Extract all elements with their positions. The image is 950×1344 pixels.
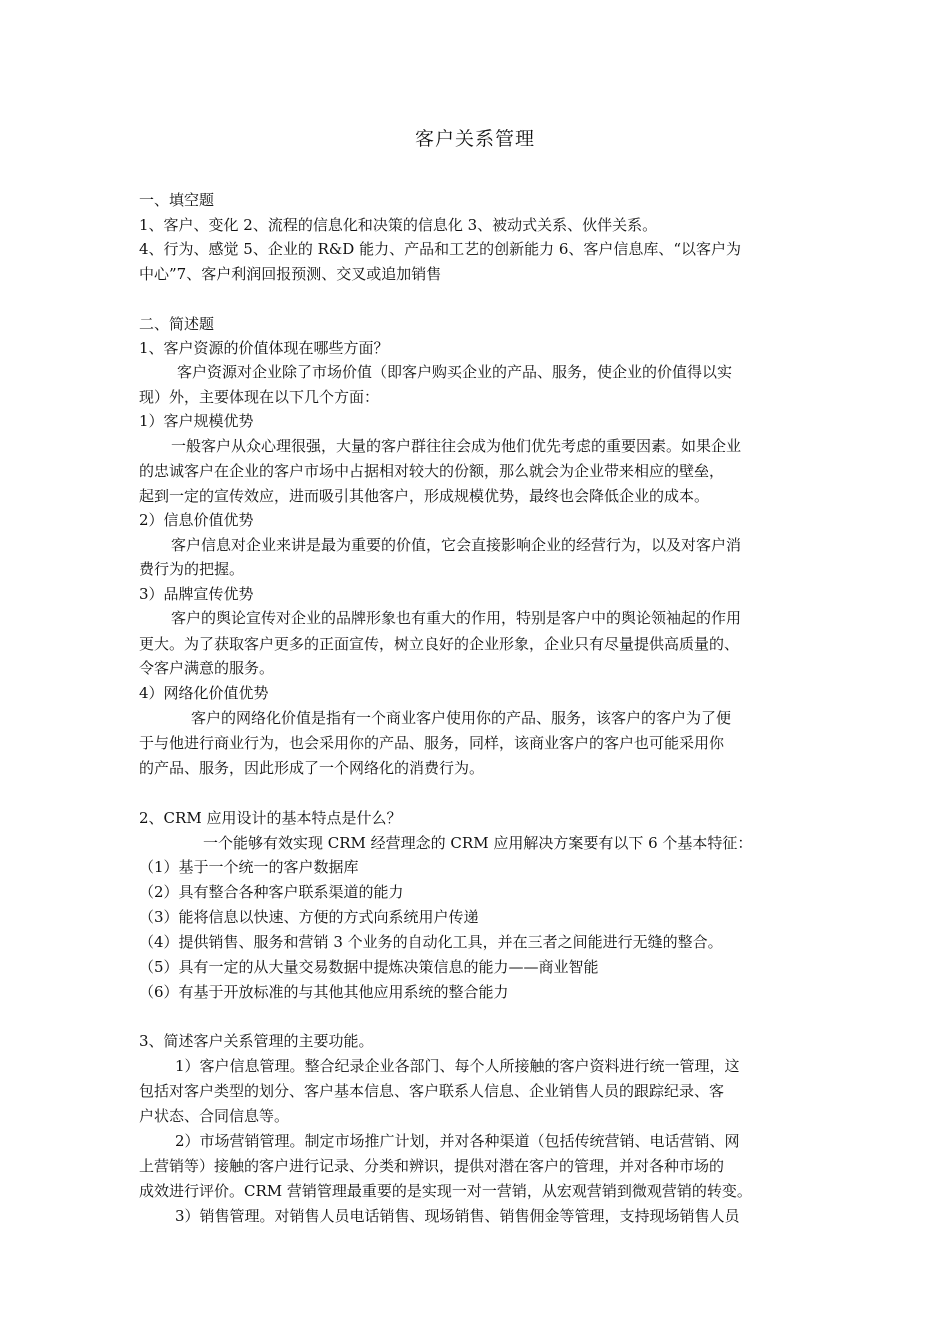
paragraph-line: 更大。为了获取客户更多的正面宣传，树立良好的企业形象，企业只有尽量提供高质量的、 <box>139 635 740 653</box>
paragraph-line: 于与他进行商业行为，也会采用你的产品、服务，同样，该商业客户的客户也可能采用你 <box>139 734 725 752</box>
section-heading-short-answer: 二、简述题 <box>139 315 215 333</box>
paragraph-line: 客户信息对企业来讲是最为重要的价值，它会直接影响企业的经营行为，以及对客户消 <box>171 536 742 554</box>
answer-line: 4、行为、感觉 5、企业的 R&D 能力、产品和工艺的创新能力 6、客户信息库、“以客户为 <box>139 240 742 258</box>
list-item: （2）具有整合各种客户联系渠道的能力 <box>139 883 404 901</box>
list-item: （5）具有一定的从大量交易数据中提炼决策信息的能力——商业智能 <box>139 958 599 976</box>
paragraph-line: 1）客户信息管理。整合纪录企业各部门、每个人所接触的客户资料进行统一管理，这 <box>175 1057 740 1075</box>
section-heading-fill-blanks: 一、填空题 <box>139 191 215 209</box>
list-item: （4）提供销售、服务和营销 3 个业务的自动化工具，并在三者之间能进行无缝的整合。 <box>139 933 723 951</box>
document-title: 客户关系管理 <box>414 128 535 150</box>
paragraph-line: 的产品、服务，因此形成了一个网络化的消费行为。 <box>139 759 485 777</box>
paragraph-line: 上营销等）接触的客户进行记录、分类和辨识，提供对潜在客户的管理，并对各种市场的 <box>139 1157 725 1175</box>
list-item: （3）能将信息以快速、方便的方式向系统用户传递 <box>139 908 479 926</box>
paragraph-line: 客户的网络化价值是指有一个商业客户使用你的产品、服务，该客户的客户为了便 <box>191 709 732 727</box>
question-heading: 3、简述客户关系管理的主要功能。 <box>139 1032 374 1050</box>
paragraph-line: 成效进行评价。CRM 营销管理最重要的是实现一对一营销，从宏观营销到微观营销的转变。 <box>139 1182 752 1200</box>
paragraph-line: 客户资源对企业除了市场价值（即客户购买企业的产品、服务，使企业的价值得以实 <box>177 363 733 381</box>
question-heading: 1、客户资源的价值体现在哪些方面？ <box>139 339 389 357</box>
paragraph-line: 一般客户从众心理很强，大量的客户群往往会成为他们优先考虑的重要因素。如果企业 <box>171 437 742 455</box>
subheading: 1）客户规模优势 <box>139 412 254 430</box>
subheading: 4）网络化价值优势 <box>139 684 269 702</box>
paragraph-line: 客户的舆论宣传对企业的品牌形象也有重大的作用，特别是客户中的舆论领袖起的作用 <box>171 609 742 627</box>
question-heading: 2、CRM 应用设计的基本特点是什么？ <box>139 809 402 827</box>
paragraph-line: 令客户满意的服务。 <box>139 659 275 677</box>
paragraph-line: 户状态、合同信息等。 <box>139 1107 290 1125</box>
list-item: （6）有基于开放标准的与其他其他应用系统的整合能力 <box>139 983 509 1001</box>
subheading: 3）品牌宣传优势 <box>139 585 254 603</box>
paragraph-line: 现）外，主要体现在以下几个方面： <box>139 388 380 406</box>
paragraph-line: 一个能够有效实现 CRM 经营理念的 CRM 应用解决方案要有以下 6 个基本特征： <box>203 834 753 852</box>
paragraph-line: 费行为的把握。 <box>139 560 245 578</box>
subheading: 2）信息价值优势 <box>139 511 254 529</box>
paragraph-line: 3）销售管理。对销售人员电话销售、现场销售、销售佣金等管理，支持现场销售人员 <box>175 1207 740 1225</box>
list-item: （1）基于一个统一的客户数据库 <box>139 858 359 876</box>
answer-line: 中心”7、客户利润回报预测、交叉或追加销售 <box>139 265 442 283</box>
paragraph-line: 起到一定的宣传效应，进而吸引其他客户，形成规模优势，最终也会降低企业的成本。 <box>139 487 710 505</box>
paragraph-line: 包括对客户类型的划分、客户基本信息、客户联系人信息、企业销售人员的跟踪纪录、客 <box>139 1082 725 1100</box>
paragraph-line: 的忠诚客户在企业的客户市场中占据相对较大的份额，那么就会为企业带来相应的壁垒， <box>139 462 725 480</box>
paragraph-line: 2）市场营销管理。制定市场推广计划，并对各种渠道（包括传统营销、电话营销、网 <box>175 1132 740 1150</box>
answer-line: 1、客户、变化 2、流程的信息化和决策的信息化 3、被动式关系、伙伴关系。 <box>139 216 658 234</box>
